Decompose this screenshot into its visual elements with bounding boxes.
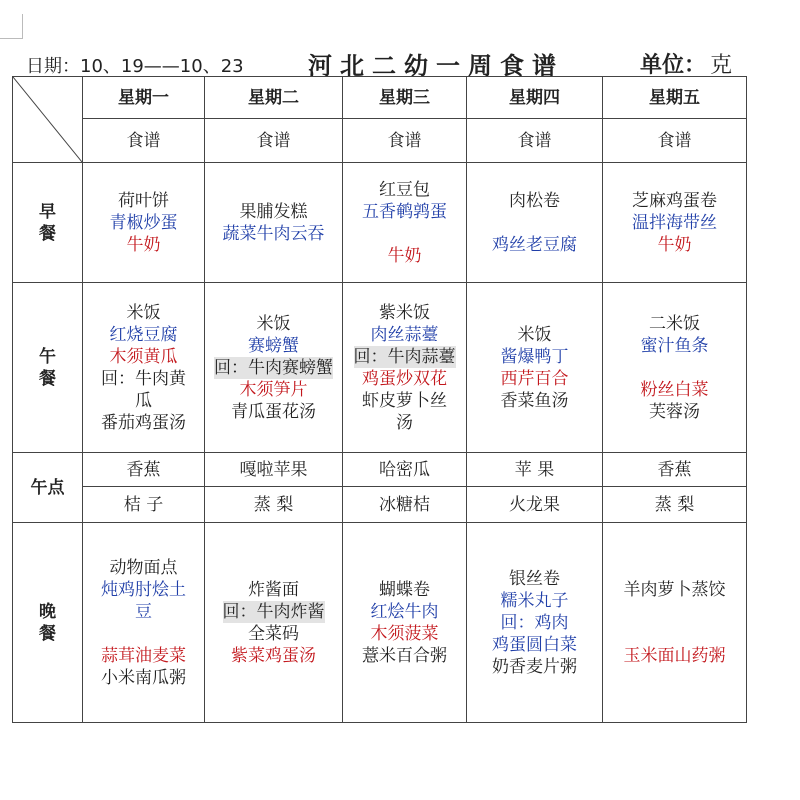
dish-item: 回：牛肉炸酱	[222, 601, 325, 622]
dish-item: 西芹百合	[500, 368, 569, 389]
menu-cell-content	[205, 283, 342, 452]
snack-cell: 香蕉	[83, 453, 205, 487]
dish-item: 糯米丸子	[500, 590, 569, 611]
subheader-cell: 食谱	[205, 119, 343, 163]
menu-cell-content	[603, 523, 746, 722]
menu-cell	[205, 523, 343, 723]
meal-label-dinner: 晚 餐	[13, 523, 83, 723]
menu-cell	[467, 283, 603, 453]
day-header-row	[13, 77, 747, 119]
dish-item: 赛螃蟹	[248, 335, 299, 356]
dish-item: 牛奶	[387, 245, 422, 266]
menu-cell	[343, 283, 467, 453]
dish-item: 蔬菜牛肉云吞	[222, 223, 325, 244]
dish-item: 银丝卷	[509, 568, 560, 589]
dish-item: 小米南瓜粥	[101, 667, 186, 688]
dish-item: 瓜	[135, 390, 152, 411]
menu-cell	[467, 523, 603, 723]
menu-cell	[205, 163, 343, 283]
menu-cell	[343, 523, 467, 723]
menu-cell-content	[467, 523, 602, 722]
menu-header	[0, 46, 800, 80]
snack-row-1	[13, 453, 747, 487]
subheader-cell: 食谱	[603, 119, 747, 163]
dish-item: 蜜汁鱼条	[640, 335, 709, 356]
dish-item: 芝麻鸡蛋卷	[632, 190, 717, 211]
menu-cell	[603, 523, 747, 723]
dish-item: 羊肉萝卜蒸饺	[623, 579, 726, 600]
dish-item: 炖鸡肘烩土	[101, 579, 186, 600]
unit-label: 单位： 克	[640, 53, 733, 78]
dish-item: 蝴蝶卷	[379, 579, 430, 600]
subheader-cell: 食谱	[83, 119, 205, 163]
dish-item: 回：牛肉黄	[101, 368, 186, 389]
dish-item: 二米饭	[649, 313, 700, 334]
menu-cell	[83, 283, 205, 453]
menu-cell-content	[603, 163, 746, 282]
dish-item: 香菜鱼汤	[500, 390, 569, 411]
dish-item: 番茄鸡蛋汤	[101, 412, 186, 433]
dish-item: 炸酱面	[248, 579, 299, 600]
menu-cell-content	[205, 163, 342, 282]
dish-item: 肉松卷	[509, 190, 560, 211]
day-header-thu: 星期四	[467, 77, 603, 119]
date-range: 日期：10、19——10、23	[26, 56, 244, 77]
dish-item: 米饭	[126, 302, 161, 323]
dish-item: 粉丝白菜	[640, 379, 709, 400]
snack-cell: 苹 果	[467, 453, 603, 487]
weekly-menu-table	[12, 76, 747, 723]
meal-label-lunch: 午 餐	[13, 283, 83, 453]
dish-item: 红豆包	[379, 179, 430, 200]
dish-item: 薏米百合粥	[362, 645, 447, 666]
dish-item: 紫米饭	[379, 302, 430, 323]
dish-item: 果脯发糕	[239, 201, 308, 222]
dish-item: 青瓜蛋花汤	[231, 401, 316, 422]
dish-item: 鸡蛋圆白菜	[492, 634, 577, 655]
dish-item: 牛奶	[126, 234, 161, 255]
snack-cell: 哈密瓜	[343, 453, 467, 487]
dish-item: 鸡丝老豆腐	[492, 234, 577, 255]
menu-cell-content	[343, 163, 466, 282]
day-header-wed: 星期三	[343, 77, 467, 119]
dish-item: 全菜码	[248, 623, 299, 644]
menu-cell-content	[467, 163, 602, 282]
menu-cell-content	[343, 523, 466, 722]
dish-item: 玉米面山药粥	[623, 645, 726, 666]
menu-cell	[205, 283, 343, 453]
dish-item: 五香鹌鹑蛋	[362, 201, 447, 222]
menu-cell-content	[83, 283, 204, 452]
dish-item: 肉丝蒜薹	[370, 324, 439, 345]
menu-cell-content	[467, 283, 602, 452]
day-header-tue: 星期二	[205, 77, 343, 119]
day-header-fri: 星期五	[603, 77, 747, 119]
dish-item: 青椒炒蛋	[109, 212, 178, 233]
menu-cell-content	[343, 283, 466, 452]
breakfast-row	[13, 163, 747, 283]
dish-item: 动物面点	[109, 557, 178, 578]
dish-item: 米饭	[517, 324, 552, 345]
corner-diagonal-cell	[13, 77, 83, 163]
dinner-row	[13, 523, 747, 723]
menu-cell	[467, 163, 603, 283]
menu-cell	[83, 163, 205, 283]
dish-item: 红烩牛肉	[370, 601, 439, 622]
dish-item: 紫菜鸡蛋汤	[231, 645, 316, 666]
dish-item: 虾皮萝卜丝	[362, 390, 447, 411]
menu-cell	[343, 163, 467, 283]
snack-cell: 嘎啦苹果	[205, 453, 343, 487]
subheader-cell: 食谱	[343, 119, 467, 163]
menu-cell-content	[83, 523, 204, 722]
menu-cell	[83, 523, 205, 723]
subheader-row	[13, 119, 747, 163]
dish-item: 豆	[135, 601, 152, 622]
dish-item: 回：鸡肉	[500, 612, 569, 633]
snack-cell: 蒸 梨	[205, 487, 343, 523]
dish-item: 汤	[396, 412, 413, 433]
lunch-row	[13, 283, 747, 453]
unit-value: 克	[710, 53, 733, 78]
snack-row-2	[13, 487, 747, 523]
snack-cell: 桔 子	[83, 487, 205, 523]
snack-cell: 火龙果	[467, 487, 603, 523]
snack-cell: 冰糖桔	[343, 487, 467, 523]
dish-item: 木须笋片	[239, 379, 308, 400]
meal-label-breakfast: 早 餐	[13, 163, 83, 283]
snack-cell: 蒸 梨	[603, 487, 747, 523]
dish-item: 牛奶	[657, 234, 692, 255]
menu-cell	[603, 163, 747, 283]
dish-item: 蒜茸油麦菜	[101, 645, 186, 666]
dish-item: 米饭	[256, 313, 291, 334]
menu-cell	[603, 283, 747, 453]
subheader-cell: 食谱	[467, 119, 603, 163]
snack-cell: 香蕉	[603, 453, 747, 487]
dish-item: 红烧豆腐	[109, 324, 178, 345]
dish-item: 回：牛肉蒜薹	[353, 346, 456, 367]
page-title: 河北二幼一周食谱	[308, 52, 564, 80]
dish-item: 木须菠菜	[370, 623, 439, 644]
meal-label-snack: 午点	[13, 453, 83, 523]
dish-item: 荷叶饼	[118, 190, 169, 211]
day-header-mon: 星期一	[83, 77, 205, 119]
page-corner-mark	[0, 14, 23, 39]
dish-item: 回：牛肉赛螃蟹	[214, 357, 333, 378]
dish-item: 温拌海带丝	[632, 212, 717, 233]
diagonal-line	[13, 77, 82, 162]
dish-item: 酱爆鸭丁	[500, 346, 569, 367]
dish-item: 木须黄瓜	[109, 346, 178, 367]
dish-item: 芙蓉汤	[649, 401, 700, 422]
menu-cell-content	[603, 283, 746, 452]
menu-cell-content	[205, 523, 342, 722]
dish-item: 奶香麦片粥	[492, 656, 577, 677]
menu-cell-content	[83, 163, 204, 282]
dish-item: 鸡蛋炒双花	[362, 368, 447, 389]
